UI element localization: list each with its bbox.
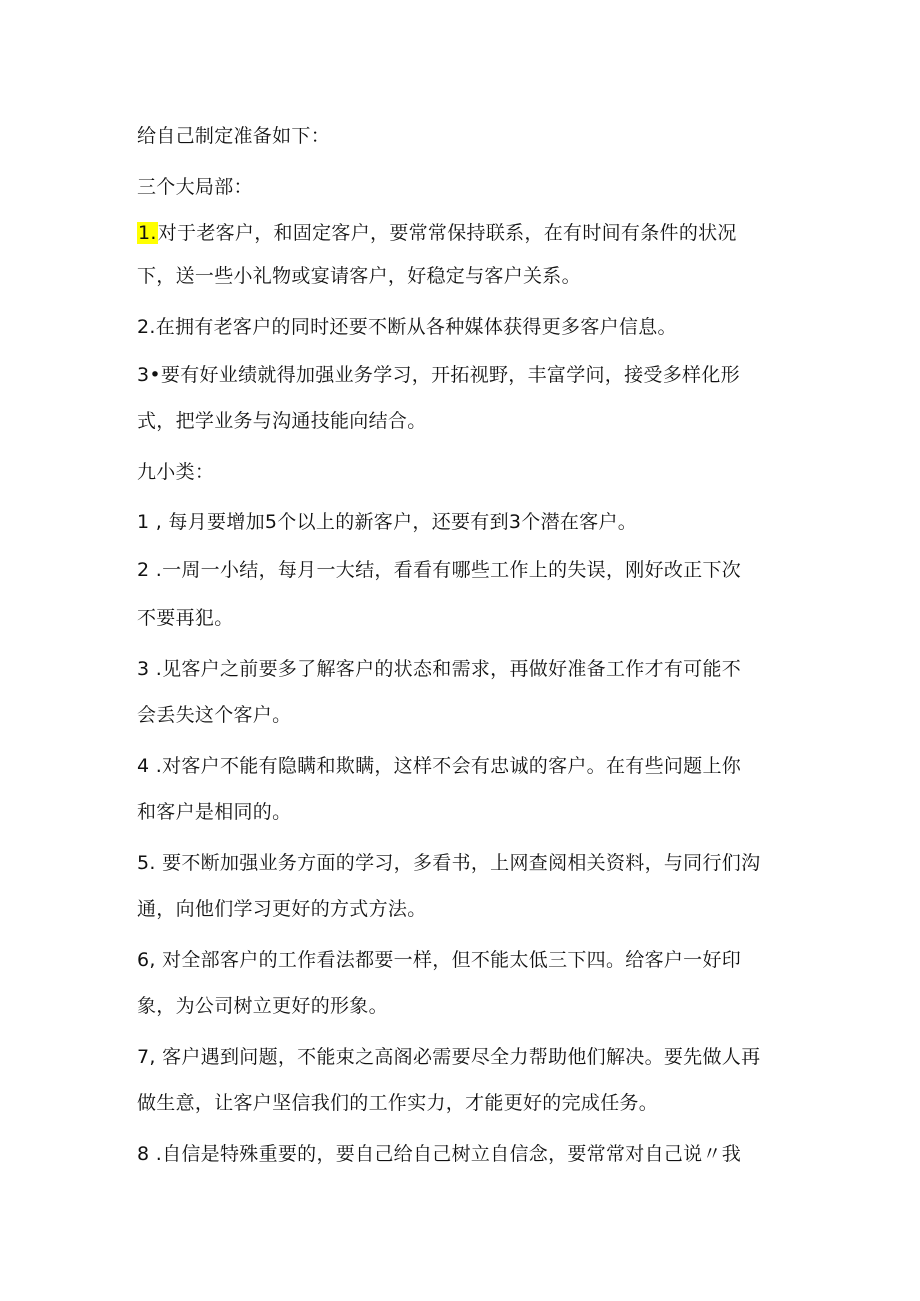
small-item-2-number: 2 .	[137, 559, 163, 581]
small-item-2-line-1	[137, 556, 797, 585]
intro-line	[137, 122, 797, 151]
big-item-1-line-2	[137, 262, 797, 291]
small-item-7-line-1	[137, 1043, 797, 1072]
small-item-4-line-2	[137, 798, 797, 827]
small-item-1-line-1	[137, 508, 797, 537]
small-item-4-number: 4 .	[137, 755, 163, 777]
big-item-3-line-2	[137, 407, 797, 436]
big-item-2-text: 在拥有老客户的同时还要不断从各种媒体获得更多客户信息。	[155, 316, 677, 338]
big-item-3-line-1	[137, 361, 797, 390]
small-item-6-line-1	[137, 946, 797, 975]
small-item-6-text: 对全部客户的工作看法都要一样，但不能太低三下四。给客户一好印	[162, 949, 742, 971]
small-item-3-text: 会丢失这个客户。	[137, 704, 292, 726]
small-item-8-text: 自信是特殊重要的，要自己给自己树立自信念，要常常对自己说〃我	[162, 1143, 742, 1165]
small-item-6-number: 6,	[137, 949, 156, 971]
small-item-5-text: 通，向他们学习更好的方式方法。	[137, 898, 427, 920]
big-item-3-text: 要有好业绩就得加强业务学习，开拓视野，丰富学问，接受多样化形	[160, 364, 740, 386]
small-item-2-line-2	[137, 604, 797, 633]
small-item-4-text: 对客户不能有隐瞒和欺瞒，这样不会有忠诚的客户。在有些问题上你	[162, 755, 742, 777]
big-item-3-number: 3•	[137, 364, 161, 386]
small-item-3-text: 见客户之前要多了解客户的状态和需求，再做好准备工作才有可能不	[162, 658, 742, 680]
big-item-1-text: 下，送一些小礼物或宴请客户，好稳定与客户关系。	[137, 265, 581, 287]
small-item-3-line-2	[137, 701, 797, 730]
small-item-1-text: 每月要增加5个以上的新客户，还要有到3个潜在客户。	[168, 511, 638, 533]
small-item-6-text: 象，为公司树立更好的形象。	[137, 995, 388, 1017]
small-item-8-number: 8 .	[137, 1143, 163, 1165]
small-item-8-line-1	[137, 1140, 797, 1169]
big-item-1-number: 1.	[138, 222, 157, 244]
small-heading-text: 九小类：	[137, 461, 215, 483]
small-item-5-text: 要不断加强业务方面的学习，多看书，上网查阅相关资料，与同行们沟	[162, 852, 761, 874]
small-item-5-line-2	[137, 895, 797, 924]
big-heading-text: 三个大局部：	[137, 176, 253, 198]
small-item-2-text: 不要再犯。	[137, 607, 234, 629]
small-item-2-text: 一周一小结，每月一大结，看看有哪些工作上的失误，刚好改正下次	[162, 559, 742, 581]
big-item-2-number: 2.	[137, 316, 156, 338]
big-heading	[137, 173, 797, 202]
big-item-2-line-1	[137, 313, 797, 342]
small-item-7-number: 7,	[137, 1046, 156, 1068]
small-item-1-number: 1 ,	[137, 511, 163, 533]
small-item-3-number: 3 .	[137, 658, 163, 680]
small-item-7-text: 做生意，让客户坚信我们的工作实力，才能更好的完成任务。	[137, 1092, 659, 1114]
big-item-3-text: 式，把学业务与沟通技能向结合。	[137, 410, 427, 432]
small-item-6-line-2	[137, 992, 797, 1021]
small-heading	[137, 458, 797, 487]
big-item-1-text: 对于老客户，和固定客户，要常常保持联系，在有时间有条件的状况	[157, 222, 737, 244]
intro-text: 给自己制定准备如下：	[137, 125, 331, 147]
small-item-5-line-1	[137, 849, 797, 878]
small-item-4-line-1	[137, 752, 797, 781]
small-item-7-line-2	[137, 1089, 797, 1118]
small-item-7-text: 客户遇到问题，不能束之高阁必需要尽全力帮助他们解决。要先做人再	[162, 1046, 761, 1068]
small-item-5-number: 5.	[137, 852, 156, 874]
big-item-1-line-1	[137, 219, 797, 248]
small-item-4-text: 和客户是相同的。	[137, 801, 292, 823]
small-item-3-line-1	[137, 655, 797, 684]
